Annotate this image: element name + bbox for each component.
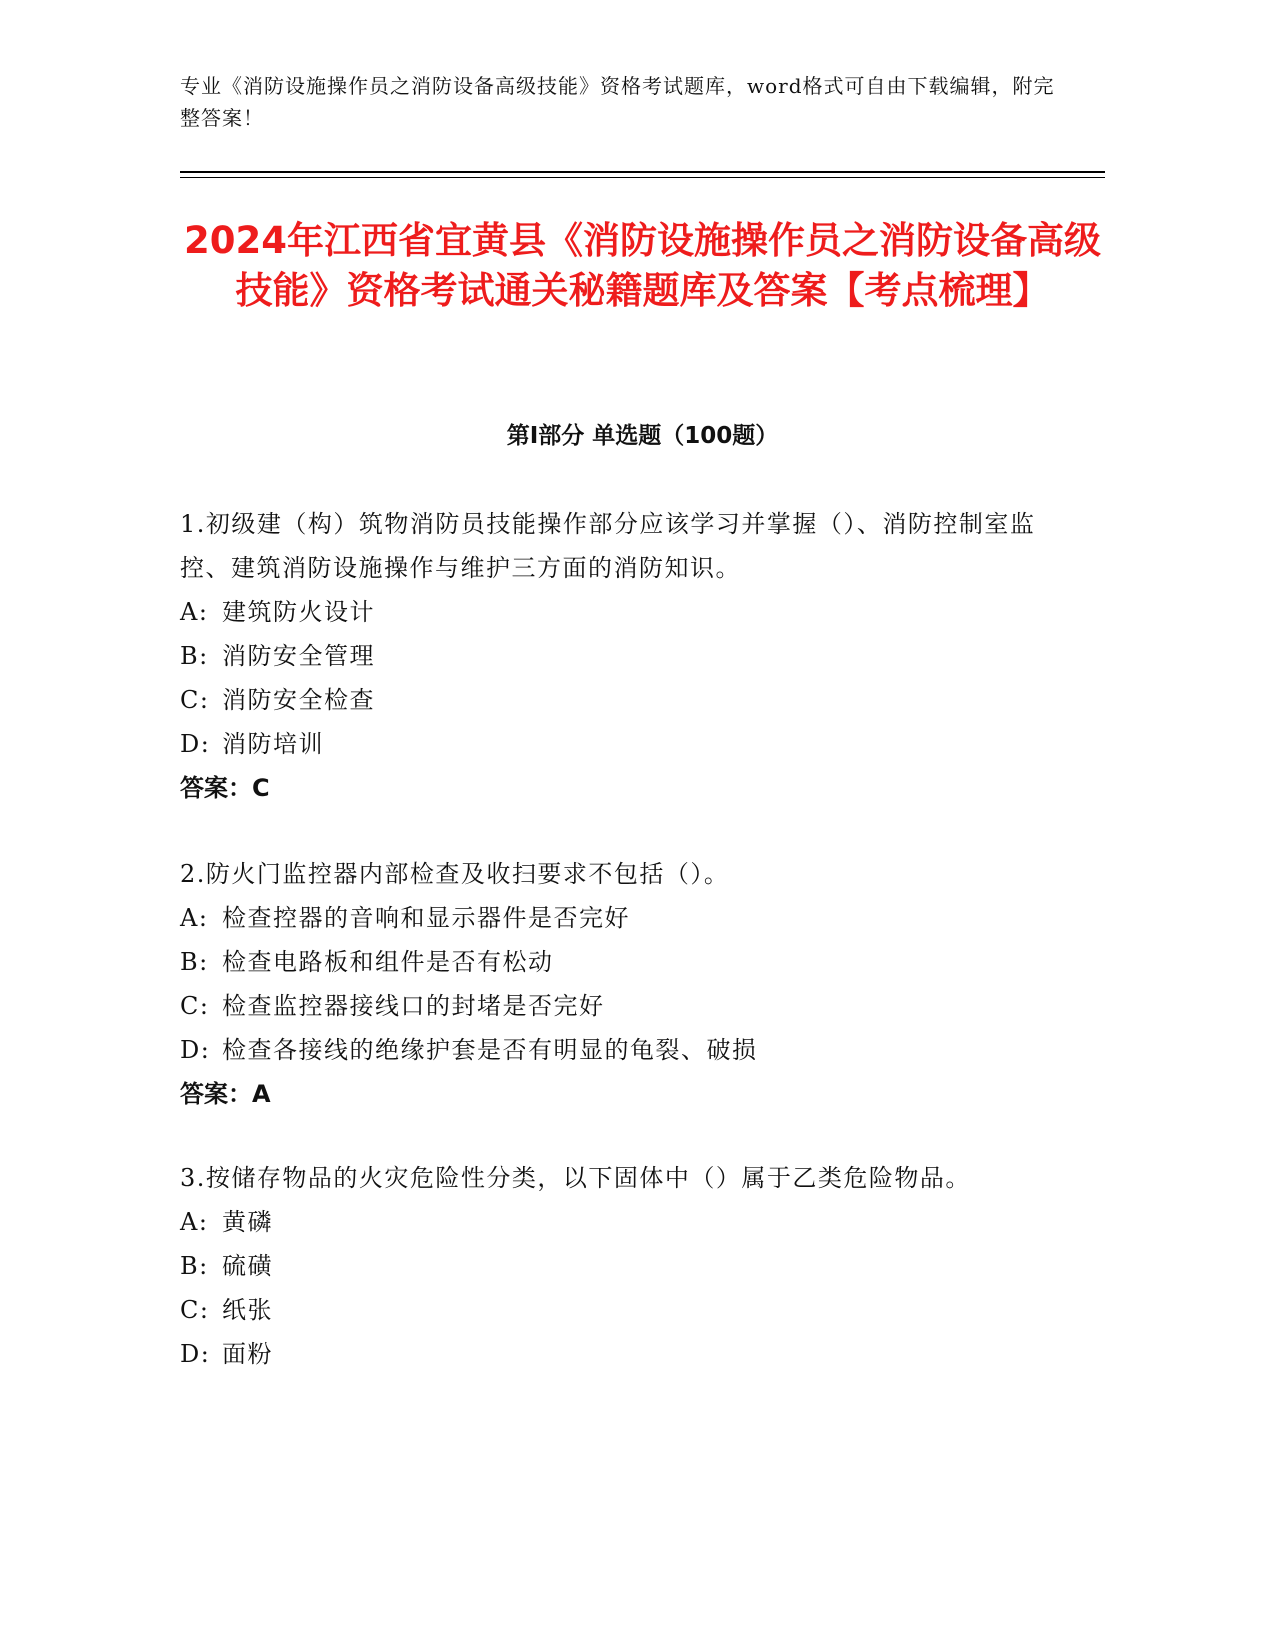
option-key: C: xyxy=(180,992,210,1020)
section-title: 第I部分 单选题（100题） xyxy=(506,423,779,449)
option-key: C: xyxy=(180,1296,210,1324)
option-d xyxy=(180,722,1060,766)
option-text: 纸张 xyxy=(222,1296,273,1324)
option-key: A: xyxy=(180,904,209,932)
option-c xyxy=(180,1288,1060,1332)
document-title: 2024年江西省宜黄县《消防设施操作员之消防设备高级技能》资格考试通关秘籍题库及答案【考点梳理】 xyxy=(184,219,1101,312)
option-text: 建筑防火设计 xyxy=(222,598,375,626)
option-key: A: xyxy=(180,598,209,626)
question-stem: 2.防火门监控器内部检查及收扫要求不包括（）。 xyxy=(180,860,730,888)
option-text: 检查电路板和组件是否有松动 xyxy=(222,948,554,976)
option-text: 消防安全管理 xyxy=(222,642,375,670)
option-key: D: xyxy=(180,730,211,758)
option-text: 检查控器的音响和显示器件是否完好 xyxy=(222,904,630,932)
option-a xyxy=(180,1200,1060,1244)
option-d xyxy=(180,1332,1060,1376)
option-key: D: xyxy=(180,1340,211,1368)
option-key: B: xyxy=(180,642,209,670)
option-c xyxy=(180,678,1060,722)
option-key: C: xyxy=(180,686,210,714)
answer-line: 答案：C xyxy=(180,774,270,802)
header-divider-thick xyxy=(180,171,1105,173)
option-text: 硫磺 xyxy=(222,1252,273,1280)
option-text: 检查各接线的绝缘护套是否有明显的龟裂、破损 xyxy=(222,1036,758,1064)
option-text: 消防培训 xyxy=(222,730,324,758)
option-text: 面粉 xyxy=(222,1340,273,1368)
option-key: B: xyxy=(180,1252,209,1280)
option-key: D: xyxy=(180,1036,211,1064)
option-text: 黄磷 xyxy=(222,1208,273,1236)
question-1 xyxy=(180,502,1060,810)
option-a xyxy=(180,896,1060,940)
option-b xyxy=(180,940,1060,984)
option-c xyxy=(180,984,1060,1028)
header-note: 专业《消防设施操作员之消防设备高级技能》资格考试题库，word格式可自由下载编辑，附完整答案！ xyxy=(180,74,1055,130)
option-text: 检查监控器接线口的封堵是否完好 xyxy=(222,992,605,1020)
question-stem: 1.初级建（构）筑物消防员技能操作部分应该学习并掌握（）、消防控制室监控、建筑消防设施操作与维护三方面的消防知识。 xyxy=(180,510,1036,582)
option-b xyxy=(180,1244,1060,1288)
option-d xyxy=(180,1028,1060,1072)
question-2 xyxy=(180,852,1060,1116)
option-b xyxy=(180,634,1060,678)
answer-line: 答案：A xyxy=(180,1080,271,1108)
question-3 xyxy=(180,1156,1060,1376)
question-stem: 3.按储存物品的火灾危险性分类，以下固体中（）属于乙类危险物品。 xyxy=(180,1164,971,1192)
option-key: A: xyxy=(180,1208,209,1236)
option-text: 消防安全检查 xyxy=(222,686,375,714)
header-divider-thin xyxy=(180,177,1105,178)
option-key: B: xyxy=(180,948,209,976)
option-a xyxy=(180,590,1060,634)
